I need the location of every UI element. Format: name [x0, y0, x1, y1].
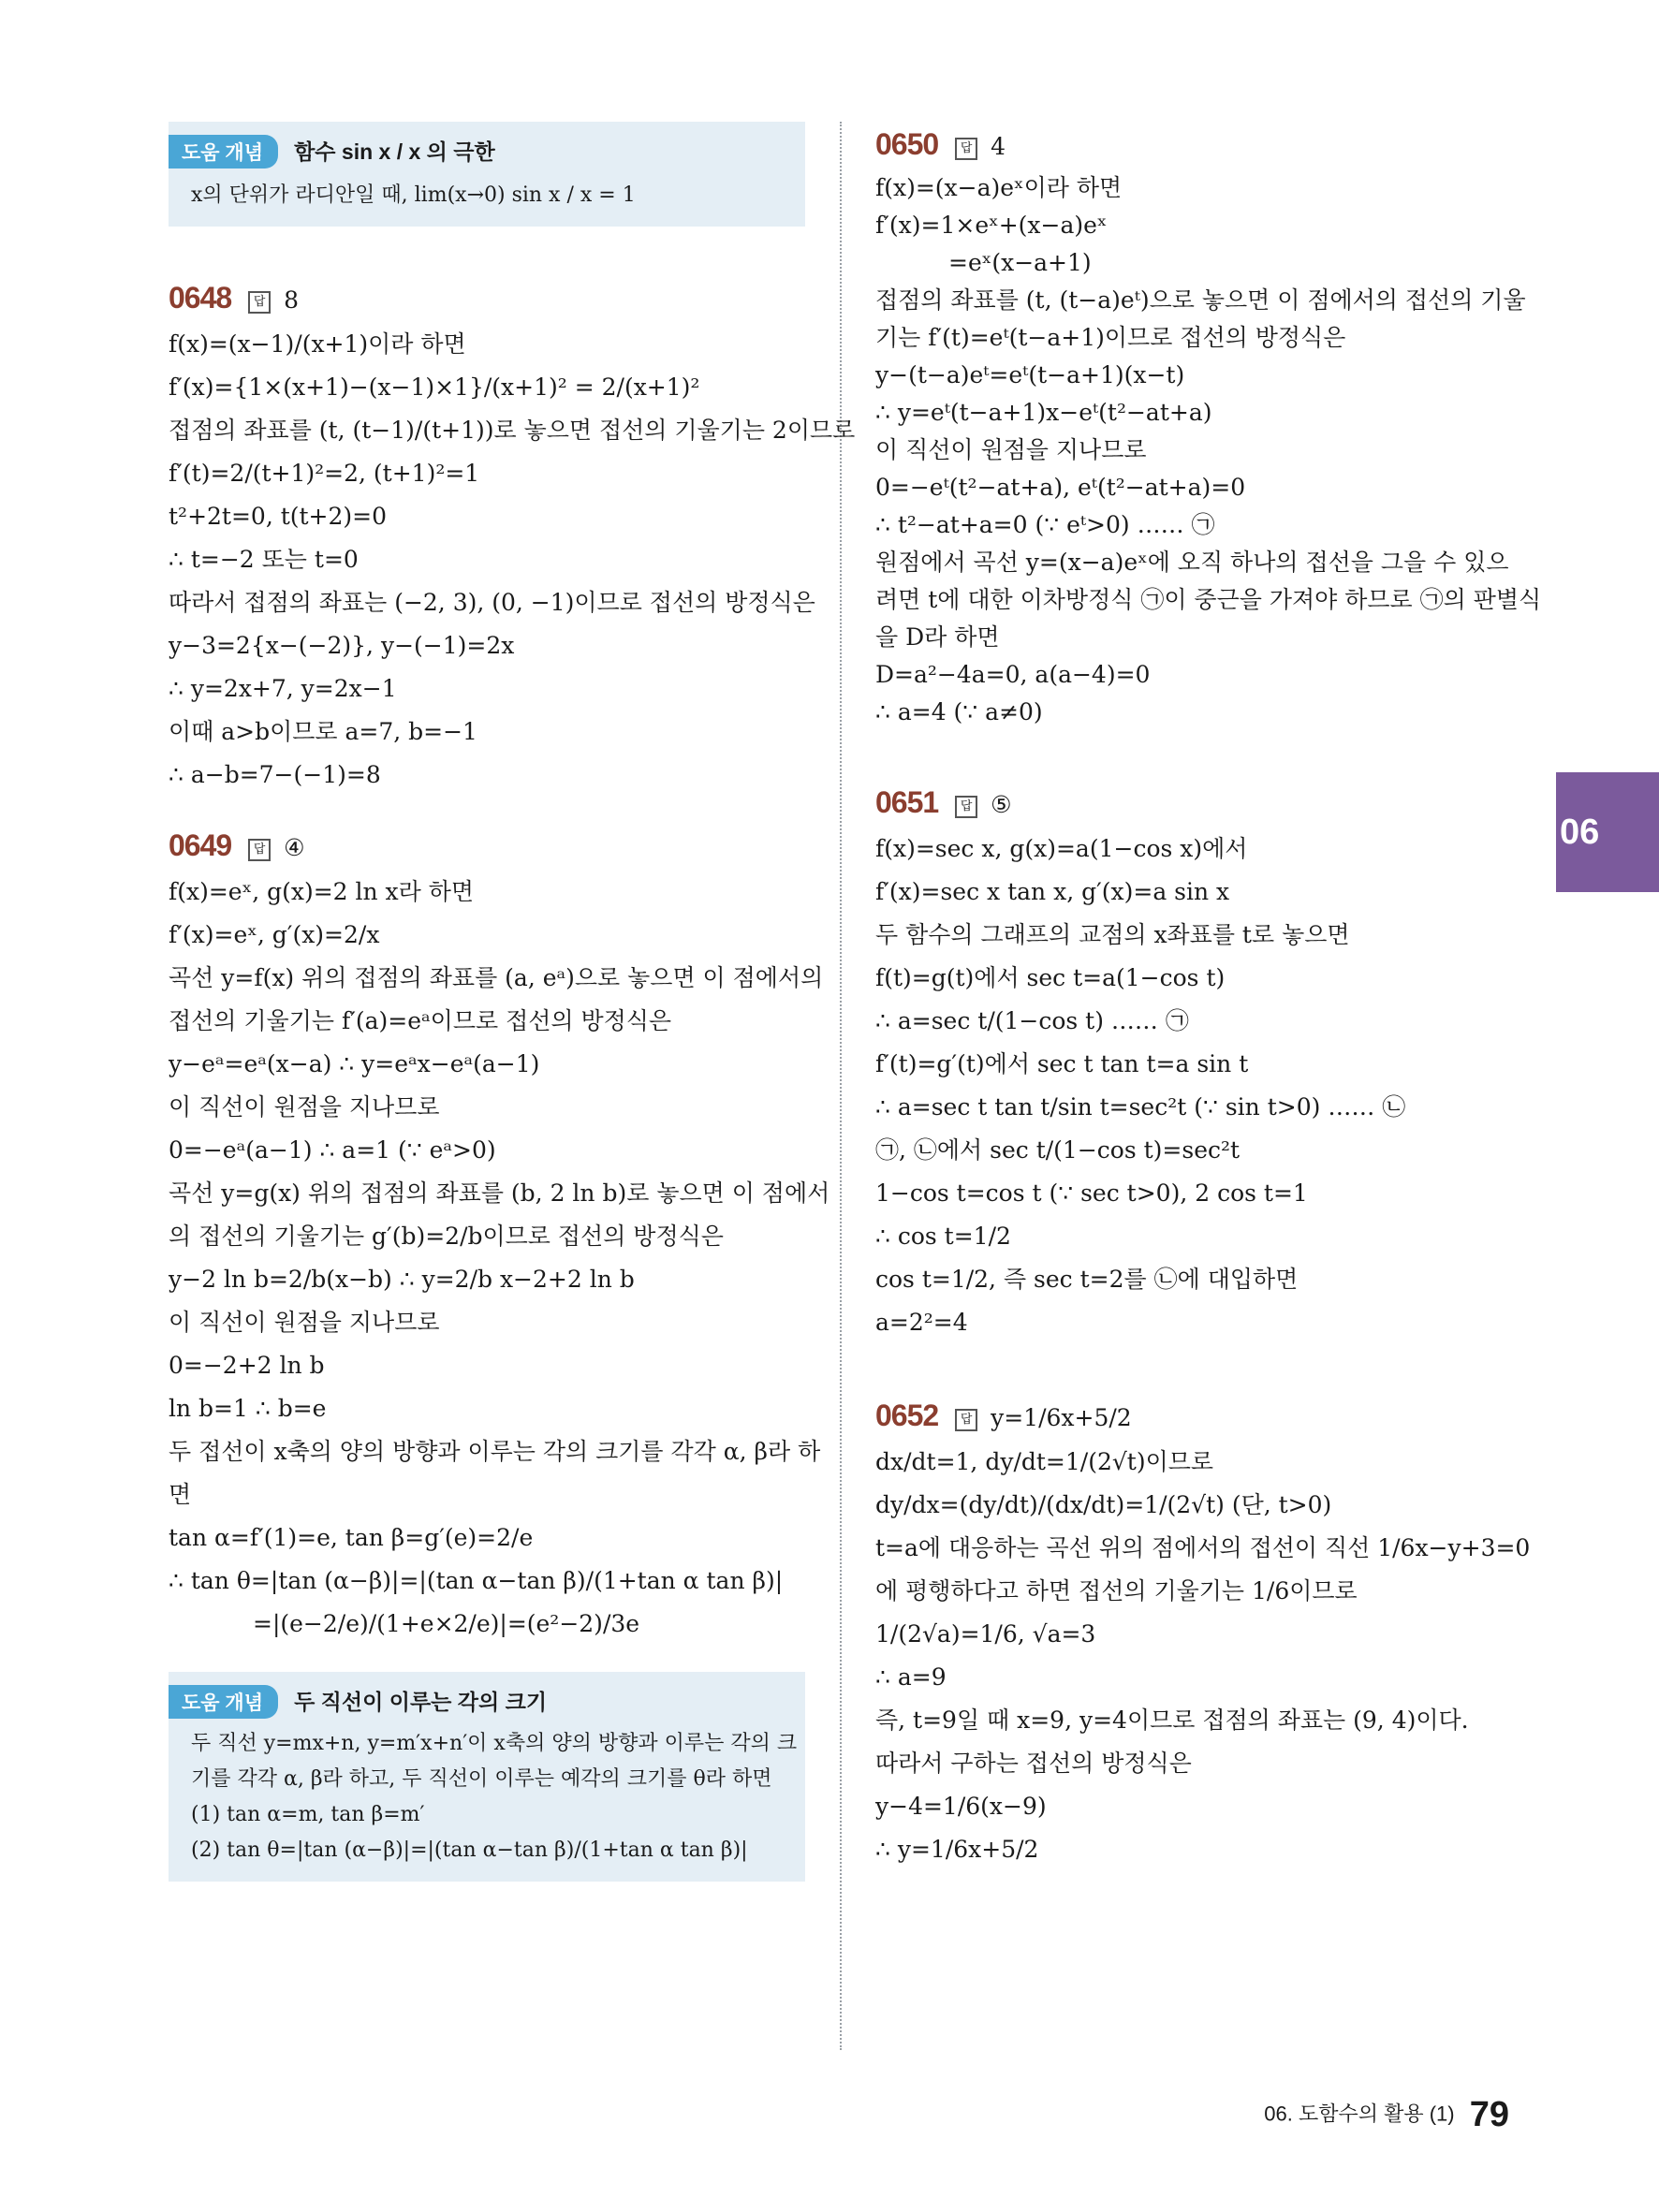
solution-line: y−3=2{x−(−2)}, y−(−1)=2x: [169, 632, 515, 659]
answer-value: ⑤: [991, 791, 1012, 818]
solution-line: ∴ a=sec t/(1−cos t) …… ㉠: [875, 1007, 1189, 1034]
solution-line: f′(x)=1×eˣ+(x−a)eˣ: [875, 212, 1108, 239]
solution-line: f(x)=(x−1)/(x+1)이라 하면: [169, 330, 466, 358]
concept-title: 두 직선이 이루는 각의 크기: [294, 1690, 548, 1714]
footer-chapter: 06. 도함수의 활용 (1): [1264, 2102, 1455, 2126]
solution-line: 0=−eᵗ(t²−at+a), eᵗ(t²−at+a)=0: [875, 474, 1246, 501]
solution-line: 1/(2√a)=1/6, √a=3: [875, 1620, 1096, 1648]
problem-0651: [875, 780, 1512, 1344]
solution-line: 접점의 좌표를 (t, (t−1)/(t+1))로 놓으면 접선의 기울기는 2이므로: [169, 417, 856, 444]
solution-line: 려면 t에 대한 이차방정식 ㉠이 중근을 가져야 하므로 ㉠의 판별식: [875, 586, 1542, 613]
concept-title: 함수 sin x / x 의 극한: [294, 139, 495, 164]
solution-line: 면: [169, 1481, 192, 1508]
solution-lines: [875, 169, 1542, 731]
answer-value: 4: [991, 133, 1006, 160]
solution-line: D=a²−4a=0, a(a−4)=0: [875, 661, 1151, 688]
solution-lines: [875, 828, 1512, 1344]
concept-box-angle-between-lines: [169, 1672, 805, 1882]
solution-line: 두 접선이 x축의 양의 방향과 이루는 각의 크기를 각각 α, β라 하: [169, 1438, 821, 1465]
solution-line: ∴ a−b=7−(−1)=8: [169, 761, 381, 788]
solution-line: f(x)=sec x, g(x)=a(1−cos x)에서: [875, 835, 1248, 862]
solution-line: 접점의 좌표를 (t, (t−a)eᵗ)으로 놓으면 이 점에서의 접선의 기울: [875, 286, 1526, 314]
problem-0650: [875, 122, 1542, 731]
solution-line: f(x)=eˣ, g(x)=2 ln x라 하면: [169, 878, 475, 905]
solution-line: ∴ cos t=1/2: [875, 1223, 1011, 1250]
solution-line: =eˣ(x−a+1): [948, 249, 1092, 276]
solution-line: 이 직선이 원점을 지나므로: [169, 1309, 440, 1336]
solution-lines: [169, 323, 856, 797]
solution-line: 즉, t=9일 때 x=9, y=4이므로 접점의 좌표는 (9, 4)이다.: [875, 1707, 1469, 1734]
solution-line: 에 평행하다고 하면 접선의 기울기는 1/6이므로: [875, 1577, 1358, 1604]
problem-0652: [875, 1393, 1531, 1871]
answer-icon: 답: [248, 291, 271, 314]
problem-0648: [169, 275, 856, 797]
solution-line: 두 함수의 그래프의 교점의 x좌표를 t로 놓으면: [875, 921, 1350, 948]
problem-number: 0651: [875, 785, 939, 819]
answer-icon: 답: [955, 796, 977, 818]
solution-line: 기는 f′(t)=eᵗ(t−a+1)이므로 접선의 방정식은: [875, 324, 1346, 351]
problem-number: 0650: [875, 127, 939, 161]
column-divider: [840, 122, 842, 2050]
solution-line: f′(x)=eˣ, g′(x)=2/x: [169, 921, 380, 948]
solution-line: ∴ a=9: [875, 1663, 947, 1691]
solution-line: t²+2t=0, t(t+2)=0: [169, 503, 388, 530]
solution-line: y−4=1/6(x−9): [875, 1793, 1047, 1820]
problem-0649: [169, 823, 830, 1646]
solution-line: tan α=f′(1)=e, tan β=g′(e)=2/e: [169, 1524, 534, 1551]
problem-number: 0649: [169, 828, 232, 862]
solution-line: f′(t)=2/(t+1)²=2, (t+1)²=1: [169, 460, 480, 487]
solution-line: f′(x)=sec x tan x, g′(x)=a sin x: [875, 878, 1230, 905]
left-column: [169, 122, 856, 1882]
concept-body: x의 단위가 라디안일 때, lim(x→0) sin x / x = 1: [191, 183, 636, 207]
chapter-side-tab: 06: [1556, 772, 1659, 892]
solution-line: 이때 a>b이므로 a=7, b=−1: [169, 718, 477, 745]
solution-line: 을 D라 하면: [875, 623, 1000, 651]
solution-line: y−eᵃ=eᵃ(x−a) ∴ y=eᵃx−eᵃ(a−1): [169, 1050, 540, 1077]
concept-box-sinx-limit: [169, 122, 805, 227]
solution-line: 기를 각각 α, β라 하고, 두 직선이 이루는 예각의 크기를 θ라 하면: [191, 1767, 772, 1791]
solution-line: ∴ t=−2 또는 t=0: [169, 546, 359, 573]
solution-line: (1) tan α=m, tan β=m′: [191, 1803, 425, 1826]
page-footer: [1264, 2095, 1509, 2135]
right-column: [875, 122, 1542, 1871]
solution-line: 0=−eᵃ(a−1) ∴ a=1 (∵ eᵃ>0): [169, 1136, 496, 1164]
answer-icon: 답: [955, 1409, 977, 1431]
solution-line: 0=−2+2 ln b: [169, 1352, 325, 1379]
solution-line: ∴ t²−at+a=0 (∵ eᵗ>0) …… ㉠: [875, 511, 1215, 538]
solution-line: 이 직선이 원점을 지나므로: [875, 436, 1147, 463]
answer-value: ④: [284, 834, 305, 861]
solution-line: cos t=1/2, 즉 sec t=2를 ㉡에 대입하면: [875, 1266, 1299, 1293]
solution-line: 원점에서 곡선 y=(x−a)eˣ에 오직 하나의 접선을 그을 수 있으: [875, 549, 1509, 576]
solution-line: a=2²=4: [875, 1309, 968, 1336]
solution-line: f(x)=(x−a)eˣ이라 하면: [875, 174, 1123, 201]
solution-line: ∴ y=eᵗ(t−a+1)x−eᵗ(t²−at+a): [875, 399, 1212, 426]
page-number: 79: [1469, 2095, 1509, 2134]
answer-value: y=1/6x+5/2: [991, 1404, 1132, 1431]
solution-line: ln b=1 ∴ b=e: [169, 1395, 327, 1422]
answer-icon: 답: [248, 839, 271, 861]
solution-line: ∴ a=4 (∵ a≠0): [875, 698, 1043, 725]
solution-line: dy/dx=(dy/dt)/(dx/dt)=1/(2√t) (단, t>0): [875, 1491, 1332, 1518]
solution-line: f′(x)={1×(x+1)−(x−1)×1}/(x+1)² = 2/(x+1)²: [169, 374, 700, 401]
solution-line: 곡선 y=g(x) 위의 접점의 좌표를 (b, 2 ln b)로 놓으면 이 점에서: [169, 1179, 830, 1207]
solution-line: 따라서 구하는 접선의 방정식은: [875, 1750, 1192, 1777]
solution-line: 1−cos t=cos t (∵ sec t>0), 2 cos t=1: [875, 1179, 1308, 1207]
solution-line: (2) tan θ=|tan (α−β)|=|(tan α−tan β)/(1+tan α tan β)|: [191, 1838, 748, 1862]
solution-line: ∴ a=sec t tan t/sin t=sec²t (∵ sin t>0) …… ㉡: [875, 1093, 1406, 1121]
solution-line: 곡선 y=f(x) 위의 접점의 좌표를 (a, eᵃ)으로 놓으면 이 점에서의: [169, 964, 824, 991]
solution-line: ∴ y=1/6x+5/2: [875, 1836, 1039, 1863]
solution-line: ∴ y=2x+7, y=2x−1: [169, 675, 397, 702]
answer-icon: 답: [955, 138, 977, 160]
solution-line: =|(e−2/e)/(1+e×2/e)|=(e²−2)/3e: [253, 1610, 640, 1637]
solution-line: dx/dt=1, dy/dt=1/(2√t)이므로: [875, 1448, 1214, 1475]
solution-lines: [169, 871, 830, 1646]
problem-number: 0648: [169, 281, 232, 315]
solution-line: t=a에 대응하는 곡선 위의 점에서의 접선이 직선 1/6x−y+3=0: [875, 1534, 1531, 1561]
answer-value: 8: [284, 286, 299, 314]
solution-lines: [875, 1441, 1531, 1871]
solution-line: y−(t−a)eᵗ=eᵗ(t−a+1)(x−t): [875, 361, 1185, 388]
solution-line: f(t)=g(t)에서 sec t=a(1−cos t): [875, 964, 1226, 991]
solution-line: 두 직선 y=mx+n, y=m′x+n′이 x축의 양의 방향과 이루는 각의 크: [191, 1732, 798, 1755]
concept-tag: 도움 개념: [169, 1685, 278, 1719]
concept-body: [169, 1726, 798, 1868]
problem-number: 0652: [875, 1399, 939, 1432]
solution-line: 접선의 기울기는 f′(a)=eᵃ이므로 접선의 방정식은: [169, 1007, 672, 1034]
concept-tag: 도움 개념: [169, 135, 278, 168]
solution-line: y−2 ln b=2/b(x−b) ∴ y=2/b x−2+2 ln b: [169, 1266, 635, 1293]
solution-line: 따라서 접점의 좌표는 (−2, 3), (0, −1)이므로 접선의 방정식은: [169, 589, 815, 616]
solution-line: f′(t)=g′(t)에서 sec t tan t=a sin t: [875, 1050, 1249, 1077]
solution-line: ㉠, ㉡에서 sec t/(1−cos t)=sec²t: [875, 1136, 1241, 1164]
solution-line: 이 직선이 원점을 지나므로: [169, 1093, 440, 1121]
solution-line: 의 접선의 기울기는 g′(b)=2/b이므로 접선의 방정식은: [169, 1223, 724, 1250]
solution-line: ∴ tan θ=|tan (α−β)|=|(tan α−tan β)/(1+tan α tan β)|: [169, 1567, 784, 1594]
